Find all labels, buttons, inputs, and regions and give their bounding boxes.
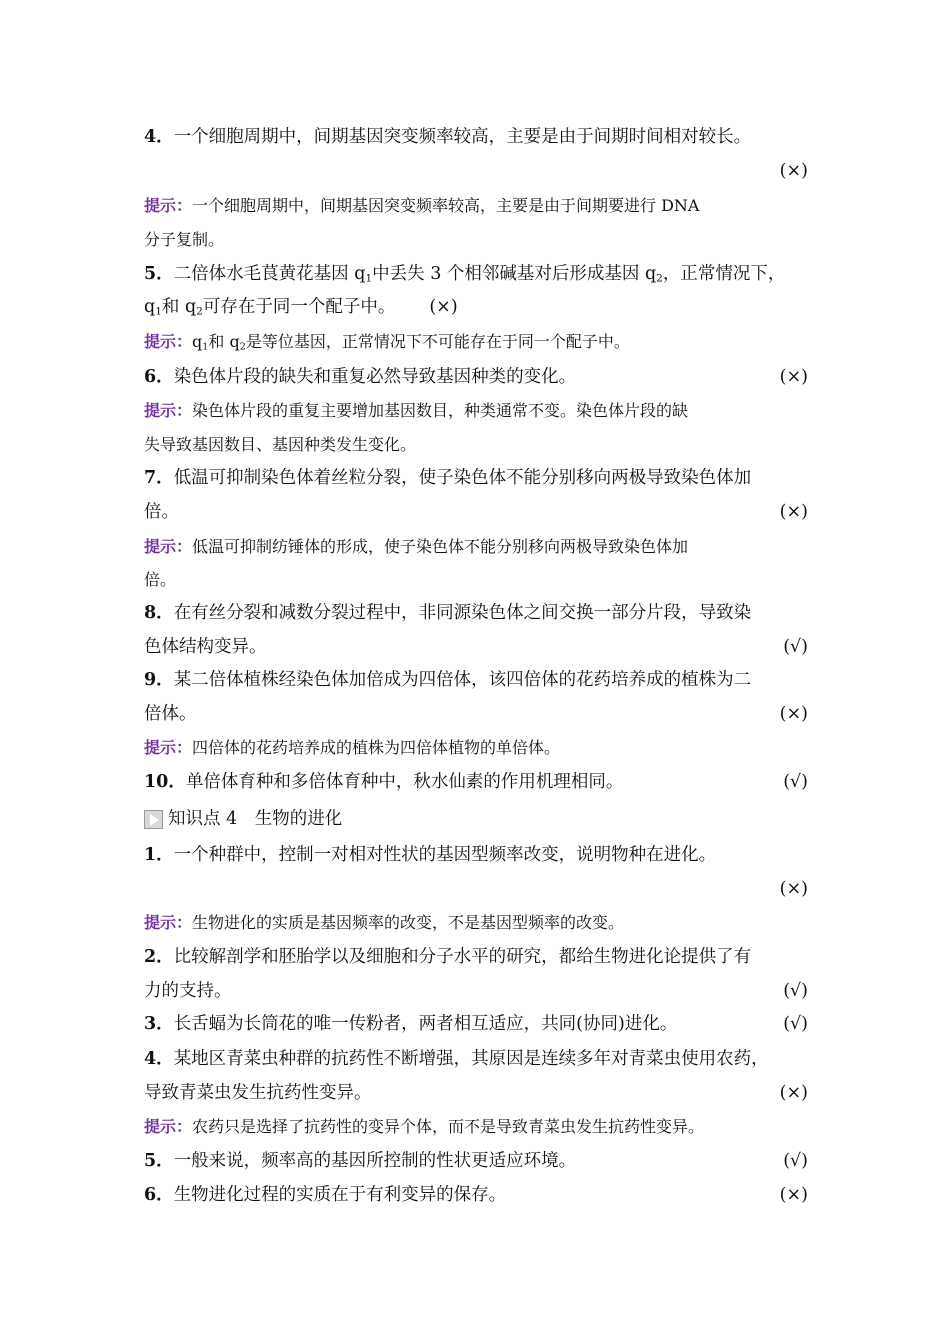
hint-4-line-1 xyxy=(144,189,808,223)
hint-7-line-2 xyxy=(144,563,808,597)
hint-label: 提示： xyxy=(144,1117,193,1136)
evo-hint-1 xyxy=(144,906,808,940)
question-4-line-2 xyxy=(144,154,808,188)
hint-4-line-2 xyxy=(144,223,808,257)
hint-6-line-2 xyxy=(144,428,808,462)
question-text: 中丢失 3 个相邻碱基对后形成基因 q xyxy=(372,264,657,284)
evo-question-6-line-1 xyxy=(144,1178,808,1212)
question-number: 1． xyxy=(144,845,174,865)
section-title: 知识点 4 生物的进化 xyxy=(168,809,343,829)
question-7-line-1 xyxy=(144,461,808,495)
question-text: 二倍体水毛茛黄花基因 q xyxy=(173,264,366,284)
answer-mark: (√) xyxy=(783,981,808,1001)
question-text: 色体结构变异。 xyxy=(144,637,267,657)
hint-text: 分子复制。 xyxy=(144,230,225,249)
answer-mark: (√) xyxy=(783,637,808,657)
question-number: 6． xyxy=(144,367,174,387)
question-text: 长舌蝠为长筒花的唯一传粉者，两者相互适应，共同(协同)进化。 xyxy=(173,1014,678,1034)
question-text: 低温可抑制染色体着丝粒分裂，使子染色体不能分别移向两极导致染色体加 xyxy=(173,468,752,488)
hint-label: 提示： xyxy=(144,401,193,420)
subscript: 2 xyxy=(239,341,246,353)
hint-text: 倍。 xyxy=(144,570,177,589)
question-5-line-1 xyxy=(144,257,808,291)
question-number: 7． xyxy=(144,468,174,488)
section-heading xyxy=(144,802,808,836)
hint-text: 和 q xyxy=(208,332,240,351)
hint-5-line-1 xyxy=(144,325,808,359)
question-text: 染色体片段的缺失和重复必然导致基因种类的变化。 xyxy=(173,367,577,387)
question-text: 导致青菜虫发生抗药性变异。 xyxy=(144,1083,372,1103)
subscript: 1 xyxy=(155,305,162,318)
question-text: 某地区青菜虫种群的抗药性不断增强，其原因是连续多年对青菜虫使用农药， xyxy=(173,1049,769,1069)
answer-mark: (×) xyxy=(779,502,808,522)
evo-hint-4 xyxy=(144,1110,808,1144)
question-text: 和 q xyxy=(161,297,197,317)
hint-7-line-1 xyxy=(144,530,808,564)
subscript: 2 xyxy=(656,272,663,285)
question-8-line-2 xyxy=(144,630,808,664)
hint-text: 失导致基因数目、基因种类发生变化。 xyxy=(144,435,417,454)
question-9-line-2 xyxy=(144,697,808,731)
subscript: 1 xyxy=(365,272,373,285)
subscript: 2 xyxy=(196,305,203,318)
question-text: 单倍体育种和多倍体育种中，秋水仙素的作用机理相同。 xyxy=(185,772,624,792)
question-4-line-1 xyxy=(144,120,808,154)
evo-question-3-line-1 xyxy=(144,1007,808,1041)
hint-9-line-1 xyxy=(144,731,808,765)
question-9-line-1 xyxy=(144,663,808,697)
hint-text: 低温可抑制纺锤体的形成，使子染色体不能分别移向两极导致染色体加 xyxy=(192,537,689,556)
question-number: 2． xyxy=(144,947,174,967)
question-7-line-2 xyxy=(144,495,808,529)
question-text: 倍。 xyxy=(144,502,179,522)
question-text: 一个种群中，控制一对相对性状的基因型频率改变，说明物种在进化。 xyxy=(173,845,717,865)
play-icon xyxy=(144,810,163,829)
answer-mark: (√) xyxy=(783,772,808,792)
evo-question-4-line-2 xyxy=(144,1076,808,1110)
question-number: 6． xyxy=(144,1185,174,1205)
question-text: 比较解剖学和胚胎学以及细胞和分子水平的研究，都给生物进化论提供了有 xyxy=(173,947,752,967)
question-text: 一个细胞周期中，间期基因突变频率较高，主要是由于间期时间相对较长。 xyxy=(173,127,752,147)
hint-text: q xyxy=(192,332,203,351)
hint-6-line-1 xyxy=(144,394,808,428)
question-10-line-1 xyxy=(144,765,808,799)
question-number: 3． xyxy=(144,1014,174,1034)
answer-mark: (×) xyxy=(779,1185,808,1205)
question-number: 8． xyxy=(144,603,174,623)
answer-mark: (×) xyxy=(779,1083,808,1103)
question-text: 在有丝分裂和减数分裂过程中，非同源染色体之间交换一部分片段，导致染 xyxy=(173,603,752,623)
question-text: ，正常情况下， xyxy=(662,264,786,284)
question-text: 生物进化过程的实质在于有利变异的保存。 xyxy=(173,1185,507,1205)
question-text: q xyxy=(144,297,156,317)
evo-question-1-line-1 xyxy=(144,838,808,872)
evo-question-1-line-2 xyxy=(144,872,808,906)
hint-text: 四倍体的花药培养成的植株为四倍体植物的单倍体。 xyxy=(192,738,561,757)
evo-question-2-line-2 xyxy=(144,974,808,1008)
hint-text: 是等位基因，正常情况下不可能存在于同一个配子中。 xyxy=(245,332,630,351)
hint-text: 农药只是选择了抗药性的变异个体，而不是导致青菜虫发生抗药性变异。 xyxy=(192,1117,705,1136)
answer-mark: (×) xyxy=(779,367,808,387)
answer-mark: (×) xyxy=(779,704,808,724)
evo-question-2-line-1 xyxy=(144,940,808,974)
answer-mark: (×) xyxy=(779,161,808,181)
answer-mark: (×) xyxy=(779,879,808,899)
hint-label: 提示： xyxy=(144,537,193,556)
answer-mark: (√) xyxy=(783,1151,808,1171)
question-text: 可存在于同一个配子中。 xyxy=(202,297,396,317)
question-number: 5． xyxy=(144,264,174,284)
question-number: 4． xyxy=(144,127,174,147)
question-text: 倍体。 xyxy=(144,704,197,724)
hint-label: 提示： xyxy=(144,738,193,757)
evo-question-4-line-1 xyxy=(144,1042,808,1076)
answer-mark: (√) xyxy=(783,1014,808,1034)
question-8-line-1 xyxy=(144,596,808,630)
question-number: 5． xyxy=(144,1151,174,1171)
question-number: 4． xyxy=(144,1049,174,1069)
subscript: 1 xyxy=(202,341,209,353)
hint-label: 提示： xyxy=(144,196,193,215)
question-6-line-1 xyxy=(144,360,808,394)
question-text: 一般来说，频率高的基因所控制的性状更适应环境。 xyxy=(173,1151,577,1171)
question-text: 力的支持。 xyxy=(144,981,232,1001)
hint-label: 提示： xyxy=(144,332,193,351)
question-number: 10． xyxy=(144,772,186,792)
evo-question-5-line-1 xyxy=(144,1144,808,1178)
question-5-line-2 xyxy=(144,290,808,324)
question-text: 某二倍体植株经染色体加倍成为四倍体，该四倍体的花药培养成的植株为二 xyxy=(173,670,752,690)
hint-label: 提示： xyxy=(144,913,193,932)
hint-text: 染色体片段的重复主要增加基因数目，种类通常不变。染色体片段的缺 xyxy=(192,401,689,420)
question-number: 9． xyxy=(144,670,174,690)
hint-text: 生物进化的实质是基因频率的改变，不是基因型频率的改变。 xyxy=(192,913,625,932)
answer-mark: (×) xyxy=(429,297,458,317)
hint-text: 一个细胞周期中，间期基因突变频率较高，主要是由于间期要进行 DNA xyxy=(192,196,700,215)
